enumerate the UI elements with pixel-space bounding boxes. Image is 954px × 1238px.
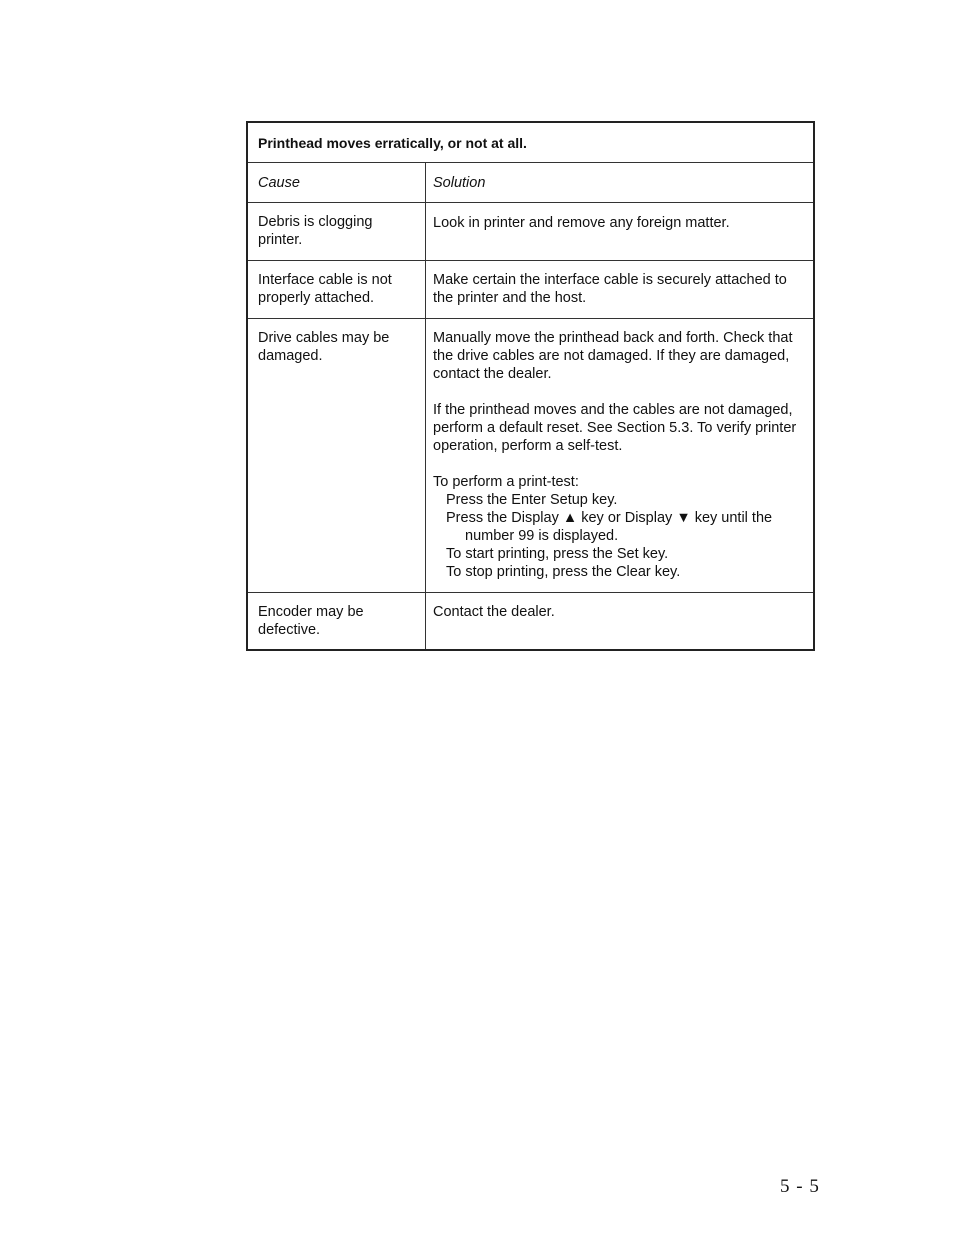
cause-cell: Encoder may be defective. xyxy=(248,593,426,649)
table-row xyxy=(248,319,813,593)
print-test-procedure xyxy=(433,473,805,581)
solution-cell xyxy=(426,319,813,592)
procedure-step-text: Press the Display ▲ key or Display ▼ key until the xyxy=(446,510,773,526)
table-row xyxy=(248,593,813,649)
table-title: Printhead moves erratically, or not at all. xyxy=(248,123,813,163)
cause-cell: Interface cable is not properly attached. xyxy=(248,261,426,318)
procedure-step: To stop printing, press the Clear key. xyxy=(446,564,681,580)
cause-cell: Drive cables may be damaged. xyxy=(248,319,426,592)
procedure-step: To start printing, press the Set key. xyxy=(446,546,669,562)
table-row xyxy=(248,203,813,261)
table-row xyxy=(248,261,813,319)
solution-header: Solution xyxy=(433,175,486,191)
solution-paragraph: Manually move the printhead back and forth. Check that the drive cables are not damaged. If they are damaged, contact the dealer. xyxy=(433,330,793,382)
print-test-intro: To perform a print-test: xyxy=(433,474,579,490)
troubleshooting-table xyxy=(246,121,815,651)
solution-cell: Make certain the interface cable is securely attached to the printer and the host. xyxy=(433,272,787,306)
procedure-step xyxy=(433,509,805,545)
solution-paragraph: If the printhead moves and the cables are not damaged, perform a default reset. See Section 5.3. To verify printer operation, perform a self-test. xyxy=(433,402,797,454)
procedure-step-continuation: number 99 is displayed. xyxy=(465,528,619,544)
cause-cell: Debris is clogging printer. xyxy=(248,203,426,260)
solution-cell: Contact the dealer. xyxy=(433,604,555,620)
page-number: 5 - 5 xyxy=(780,1176,820,1197)
solution-cell: Look in printer and remove any foreign matter. xyxy=(433,215,730,231)
procedure-step: Press the Enter Setup key. xyxy=(446,492,618,508)
cause-header: Cause xyxy=(248,163,426,202)
table-header-row xyxy=(248,163,813,203)
